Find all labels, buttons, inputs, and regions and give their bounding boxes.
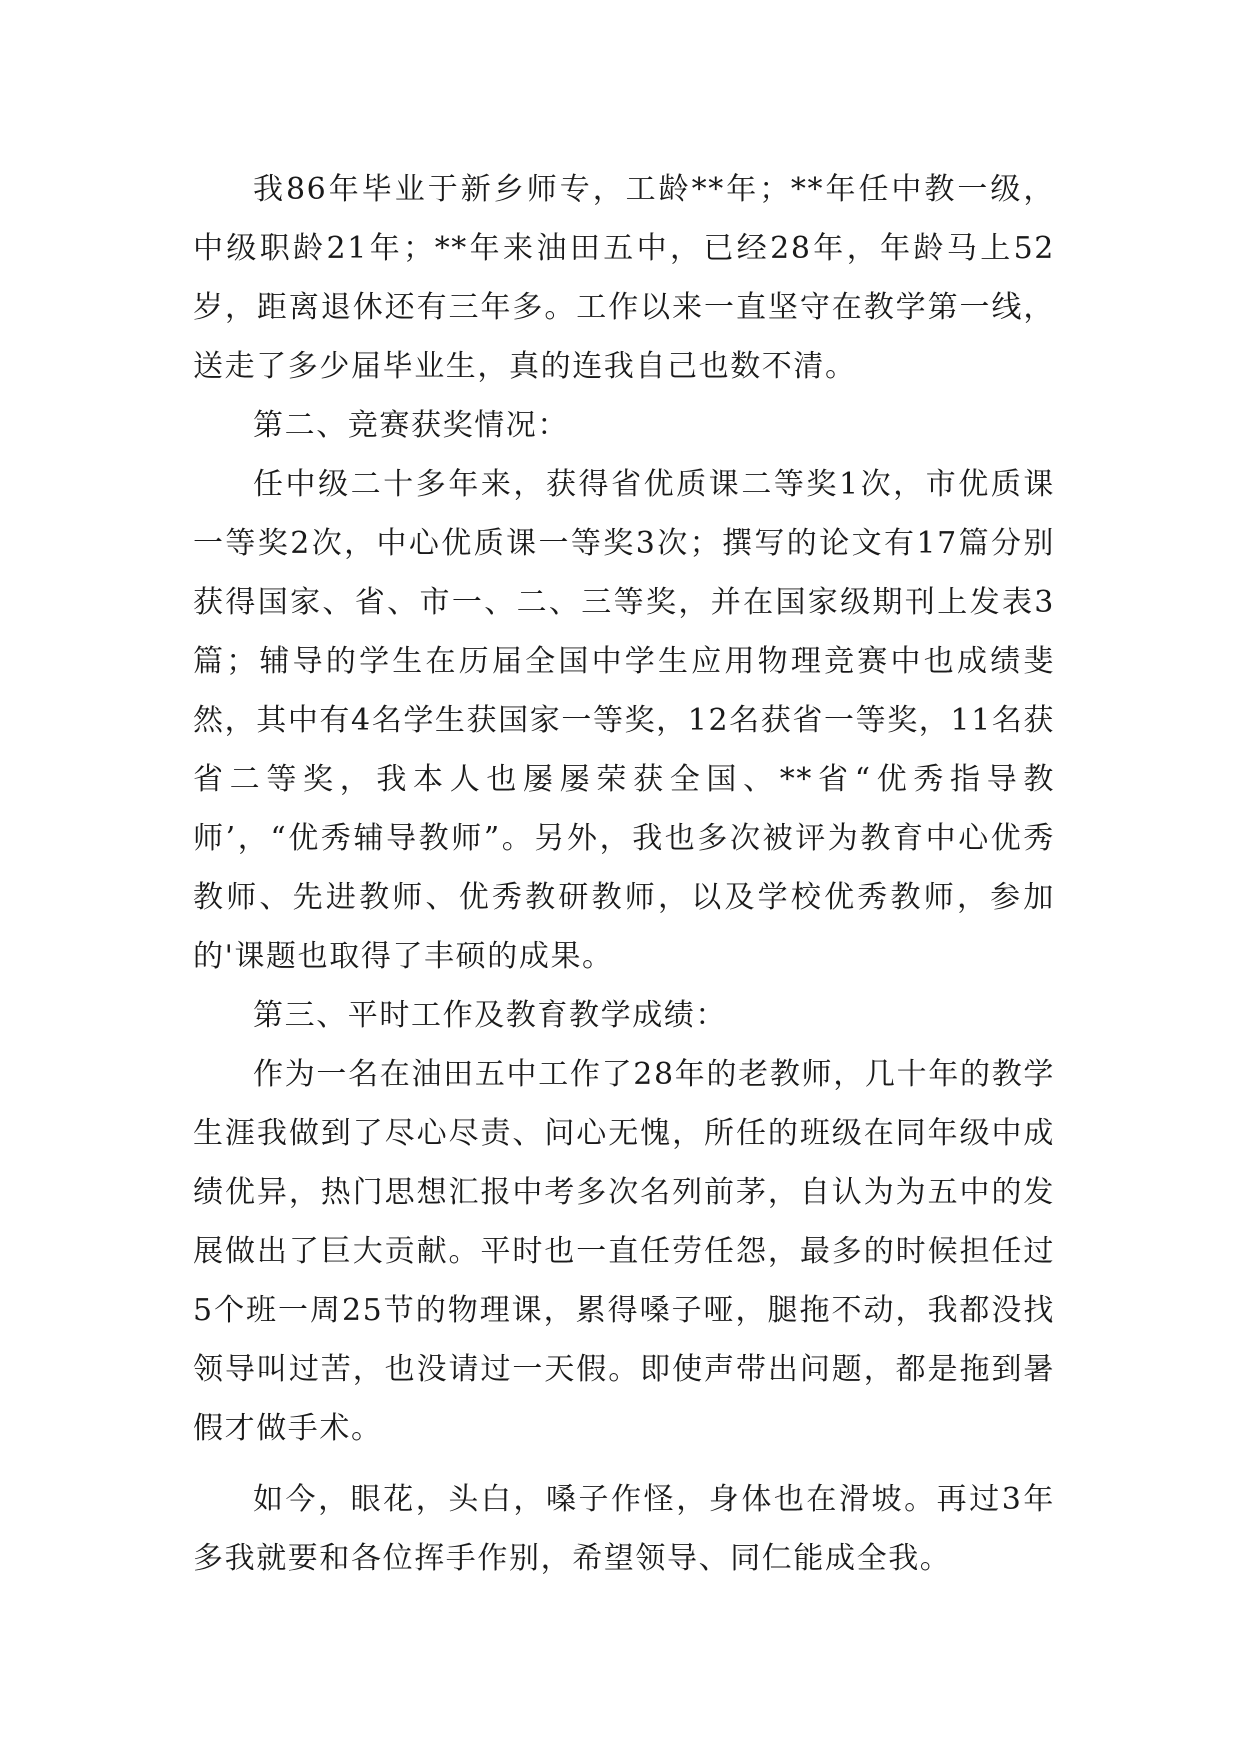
heading-daily-work: 第三、平时工作及教育教学成绩： — [253, 998, 727, 1033]
heading-competition-awards: 第二、竞赛获奖情况： — [253, 408, 569, 443]
paragraph-awards-detail: 任中级二十多年来，获得省优质课二等奖1次，市优质课一等奖2次，中心优质课一等奖3次；撰写的论文有17篇分别获得国家、省、市一、二、三等奖，并在国家级期刊上发表3篇；辅导的学生在历届全国中学生应用物理竞赛中也成绩斐然，其中有4名学生获国家一等奖，12名获省一等奖，11名获省二等奖，我本人也屡屡荣获全国、**省“优秀指导教师’，“优秀辅导教师”。另外，我也多次被评为教育中心优秀教师、先进教师、优秀教研教师，以及学校优秀教师，参加的'课题也取得了丰硕的成果。 — [193, 467, 1055, 974]
document-body — [193, 160, 1055, 1588]
paragraph-career-summary: 我86年毕业于新乡师专，工龄**年；**年任中教一级，中级职龄21年；**年来油田五中，已经28年，年龄马上52岁，距离退休还有三年多。工作以来一直坚守在教学第一线，送走了多少届毕业生，真的连我自己也数不清。 — [193, 172, 1055, 384]
paragraph-work-detail: 作为一名在油田五中工作了28年的老教师，几十年的教学生涯我做到了尽心尽责、问心无愧，所任的班级在同年级中成绩优异，热门思想汇报中考多次名列前茅，自认为为五中的发展做出了巨大贡献。平时也一直任劳任怨，最多的时候担任过5个班一周25节的物理课，累得嗓子哑，腿拖不动，我都没找领导叫过苦，也没请过一天假。即使声带出问题，都是拖到暑假才做手术。 — [193, 1057, 1055, 1446]
paragraph-closing: 如今，眼花，头白，嗓子作怪，身体也在滑坡。再过3年多我就要和各位挥手作别，希望领导、同仁能成全我。 — [193, 1482, 1055, 1576]
